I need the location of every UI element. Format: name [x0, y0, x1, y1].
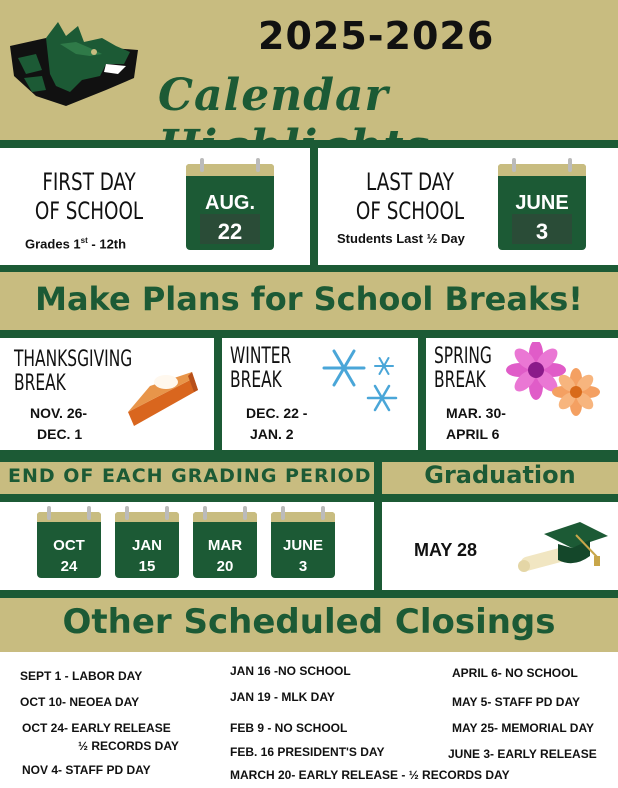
thanksgiving-date1: NOV. 26-: [30, 405, 88, 421]
first-day-label: [25, 168, 153, 226]
thanksgiving-dates: [30, 403, 87, 445]
first-day-line1: FIRST DAY: [42, 168, 136, 196]
calendar-highlights-title: Calendar: [158, 70, 389, 121]
graduation-banner-text: Graduation: [424, 461, 576, 489]
winter-title-line1: WINTER: [230, 344, 292, 369]
graduation-cap-icon: [514, 516, 610, 580]
grades-tail: - 12th: [87, 236, 127, 252]
closing-item: JAN 16 -NO SCHOOL: [230, 664, 351, 678]
closing-item: FEB 9 - NO SCHOOL: [230, 721, 348, 735]
spring-dates: [446, 403, 506, 445]
winter-dates: [246, 403, 307, 445]
last-day-month: JUNE: [515, 192, 569, 214]
closing-item: JUNE 3- EARLY RELEASE: [448, 747, 597, 761]
winter-title: [230, 345, 291, 393]
closing-item: OCT 10- NEOEA DAY: [20, 695, 140, 709]
pie-icon: [124, 368, 202, 430]
closing-item: OCT 24- EARLY RELEASE: [22, 721, 171, 735]
calendar-icon: [271, 512, 335, 578]
last-day-line2: OF SCHOOL: [355, 197, 465, 225]
closing-item: NOV 4- STAFF PD DAY: [22, 763, 151, 777]
first-day-month: AUG.: [205, 192, 255, 214]
closing-item: MAY 5- STAFF PD DAY: [452, 695, 581, 709]
closing-item: FEB. 16 PRESIDENT'S DAY: [230, 745, 385, 759]
thanksgiving-title-line1: THANKSGIVING: [14, 347, 133, 372]
grading-day: 3: [298, 558, 308, 575]
closing-item: APRIL 6- NO SCHOOL: [452, 666, 578, 680]
calendar-icon: [193, 512, 257, 578]
grading-day: 15: [138, 558, 156, 575]
closing-item: MAY 25- MEMORIAL DAY: [452, 721, 595, 735]
snowflake-icon: [318, 344, 404, 420]
last-day-line1: LAST DAY: [366, 168, 454, 196]
grading-month: JAN: [131, 537, 162, 554]
calendar-icon: [115, 512, 179, 578]
closing-item: JAN 19 - MLK DAY: [230, 690, 335, 704]
grading-month: OCT: [53, 537, 85, 554]
last-day-date: 3: [535, 219, 549, 244]
closing-item: SEPT 1 - LABOR DAY: [20, 669, 143, 683]
grading-month: JUNE: [282, 537, 323, 554]
calendar-icon: [498, 164, 586, 250]
year-title: 2025-2026: [258, 14, 495, 58]
dragon-logo-icon: [6, 16, 144, 108]
closing-item: MARCH 20- EARLY RELEASE - ½ RECORDS DAY: [230, 768, 510, 782]
grading-day: 24: [60, 558, 78, 575]
calendar-icon: [37, 512, 101, 578]
spring-date1: MAR. 30-: [446, 405, 506, 421]
spring-title: [434, 345, 492, 393]
spring-date2: APRIL 6: [446, 426, 500, 442]
last-day-sub: Students Last ½ Day: [337, 231, 465, 246]
grades-sup: st: [80, 236, 88, 245]
closings-banner-text: Other Scheduled Closings: [62, 602, 556, 642]
spring-title-line1: SPRING: [434, 344, 492, 369]
grading-month: MAR: [207, 537, 243, 554]
thanksgiving-title: [14, 348, 132, 396]
thanksgiving-title-line2: BREAK: [14, 371, 66, 396]
first-day-grades: [25, 236, 126, 251]
flower-icon: [506, 342, 606, 418]
thanksgiving-date2: DEC. 1: [37, 426, 83, 442]
first-day-line2: OF SCHOOL: [34, 197, 144, 225]
spring-title-line2: BREAK: [434, 368, 486, 393]
first-day-date: 22: [217, 219, 243, 244]
winter-date1: DEC. 22 -: [246, 405, 308, 421]
graduation-date: MAY 28: [414, 540, 478, 560]
breaks-banner-text: Make Plans for School Breaks!: [35, 280, 583, 318]
grading-day: 20: [216, 558, 234, 575]
last-day-label: [351, 168, 470, 226]
closing-item: ½ RECORDS DAY: [78, 739, 179, 753]
calendar-icon: [186, 164, 274, 250]
green-divider: [0, 590, 618, 598]
grades-text: Grades 1: [25, 236, 81, 252]
winter-date2: JAN. 2: [250, 426, 294, 442]
grading-banner-text: END OF EACH GRADING PERIOD: [8, 465, 372, 487]
winter-title-line2: BREAK: [230, 368, 282, 393]
